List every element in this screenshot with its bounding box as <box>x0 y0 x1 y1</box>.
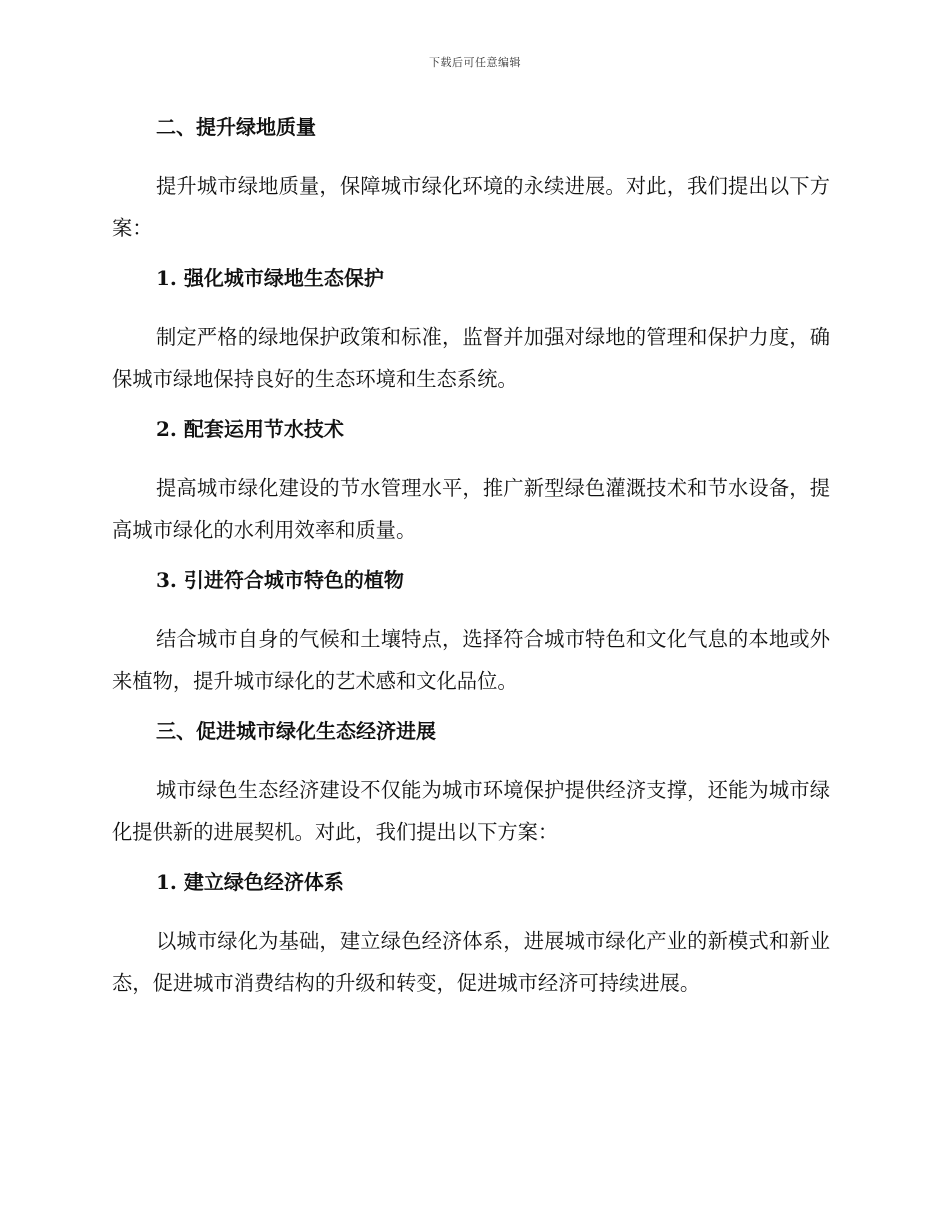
page-header: 下载后可任意编辑 <box>429 56 521 69</box>
subsection-heading: 1. 建立绿色经济体系 <box>156 870 344 894</box>
body-paragraph: 提升城市绿地质量，保障城市绿化环境的永续进展。对此，我们提出以下方案： <box>112 174 830 240</box>
section-heading: 三、促进城市绿化生态经济进展 <box>156 719 436 743</box>
document-body <box>112 110 830 1004</box>
subsection-heading: 2. 配套运用节水技术 <box>156 417 344 441</box>
body-paragraph: 城市绿色生态经济建设不仅能为城市环境保护提供经济支撑，还能为城市绿化提供新的进展契机。对此，我们提出以下方案： <box>112 778 830 844</box>
body-paragraph: 以城市绿化为基础，建立绿色经济体系，进展城市绿化产业的新模式和新业态，促进城市消费结构的升级和转变，促进城市经济可持续进展。 <box>112 929 830 995</box>
subsection-heading: 3. 引进符合城市特色的植物 <box>156 568 404 592</box>
body-paragraph: 制定严格的绿地保护政策和标准，监督并加强对绿地的管理和保护力度，确保城市绿地保持良好的生态环境和生态系统。 <box>112 325 830 391</box>
subsection-heading: 1. 强化城市绿地生态保护 <box>156 266 384 290</box>
section-heading: 二、提升绿地质量 <box>156 115 316 139</box>
body-paragraph: 提高城市绿化建设的节水管理水平，推广新型绿色灌溉技术和节水设备，提高城市绿化的水利用效率和质量。 <box>112 476 830 542</box>
body-paragraph: 结合城市自身的气候和土壤特点，选择符合城市特色和文化气息的本地或外来植物，提升城市绿化的艺术感和文化品位。 <box>112 627 830 693</box>
